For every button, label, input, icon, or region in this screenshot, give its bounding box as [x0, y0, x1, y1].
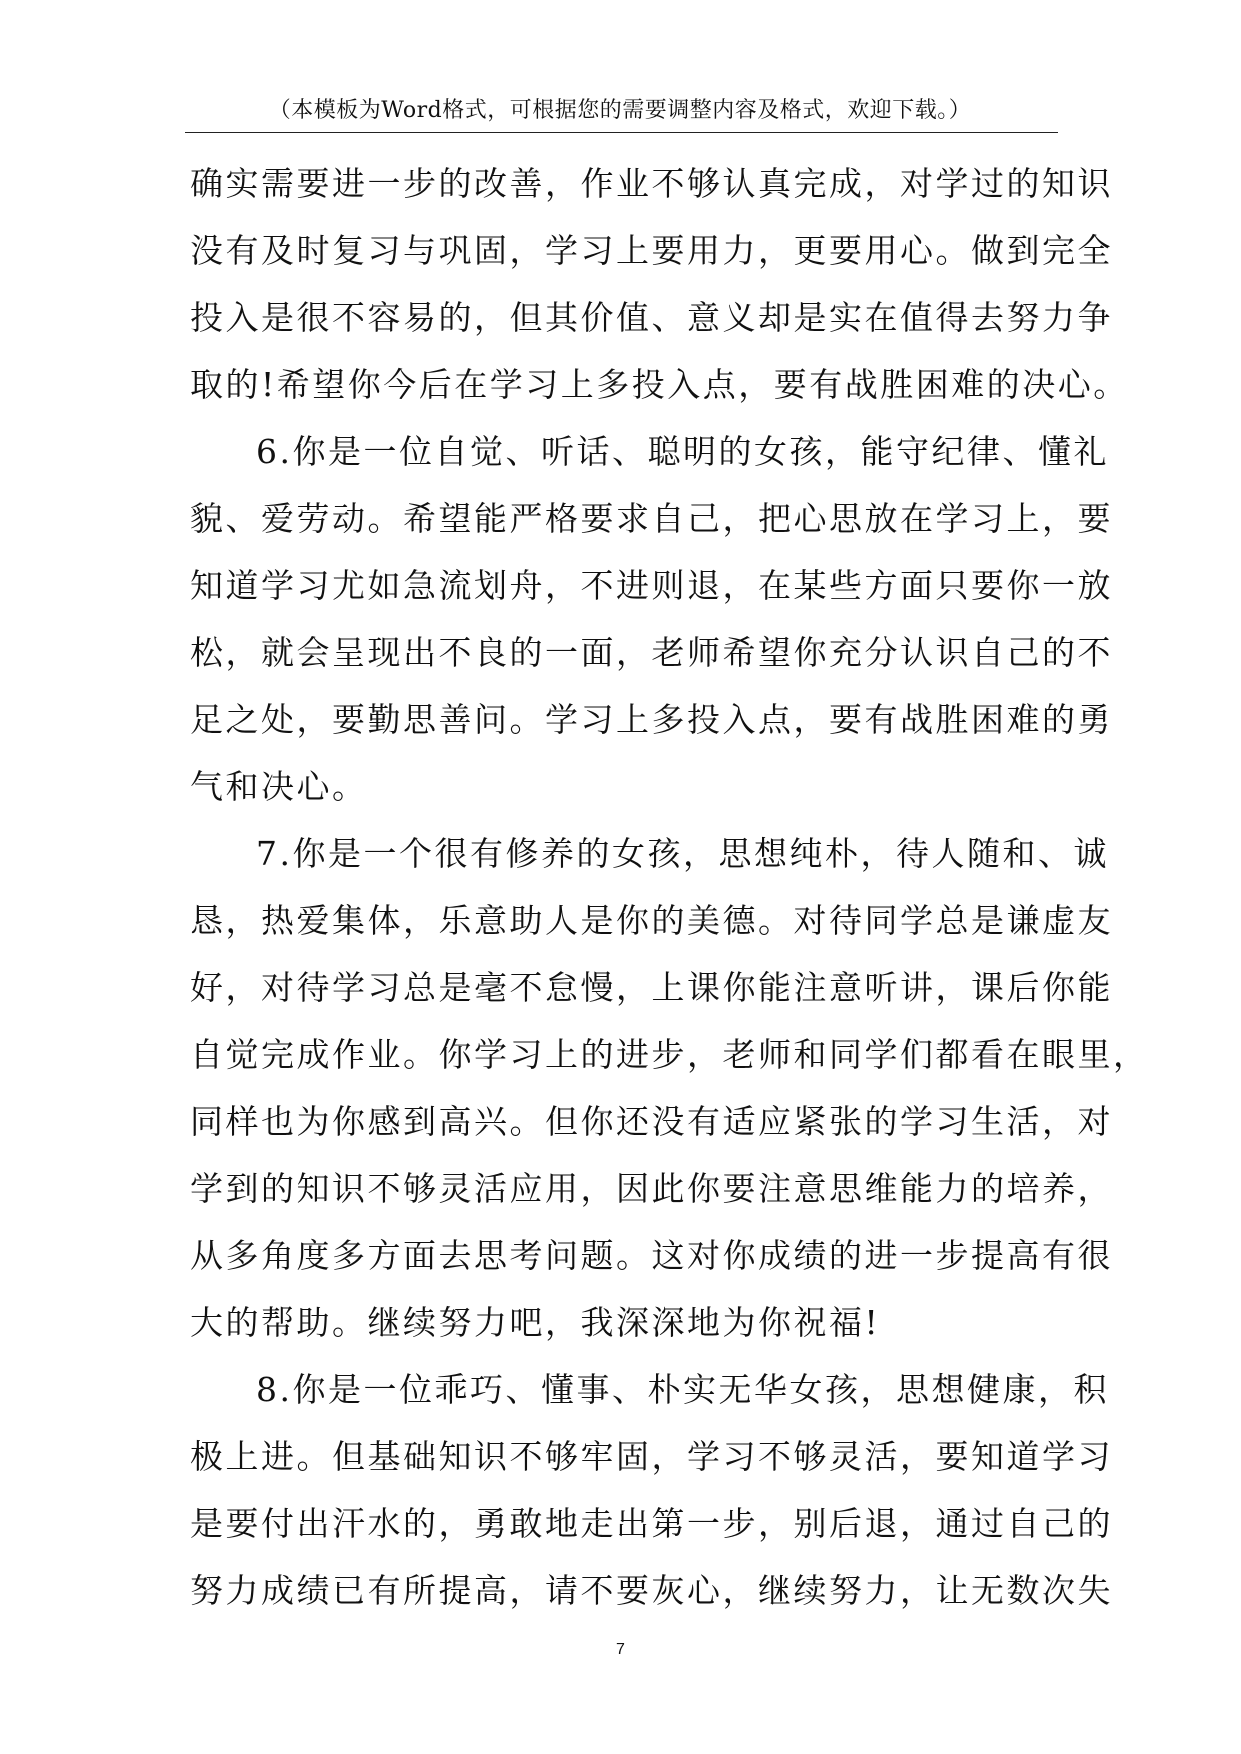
text-line: 大的帮助。继续努力吧，我深深地为你祝福! [190, 1303, 881, 1342]
text-line: 7.你是一个很有修养的女孩，思想纯朴，待人随和、诚 [256, 834, 1109, 873]
text-line: 貌、爱劳动。希望能严格要求自己，把心思放在学习上，要 [190, 499, 1113, 538]
text-line: 自觉完成作业。你学习上的进步，老师和同学们都看在眼里， [190, 1035, 1149, 1074]
header-divider [185, 132, 1058, 133]
text-line: 同样也为你感到高兴。但你还没有适应紧张的学习生活，对 [190, 1102, 1113, 1141]
page-number: 7 [616, 1641, 625, 1658]
text-line: 好，对待学习总是毫不怠慢，上课你能注意听讲，课后你能 [190, 968, 1113, 1007]
text-line: 气和决心。 [190, 767, 368, 806]
text-line: 恳，热爱集体，乐意助人是你的美德。对待同学总是谦虚友 [190, 901, 1113, 940]
text-line: 取的!希望你今后在学习上多投入点，要有战胜困难的决心。 [190, 365, 1129, 404]
text-line: 是要付出汗水的，勇敢地走出第一步，别后退，通过自己的 [190, 1504, 1113, 1543]
body-text [190, 150, 1149, 1624]
text-line: 8.你是一位乖巧、懂事、朴实无华女孩，思想健康，积 [256, 1370, 1109, 1409]
text-line: 从多角度多方面去思考问题。这对你成绩的进一步提高有很 [190, 1236, 1113, 1275]
text-line: 6.你是一位自觉、听话、聪明的女孩，能守纪律、懂礼 [256, 432, 1109, 471]
text-line: 投入是很不容易的，但其价值、意义却是实在值得去努力争 [190, 298, 1113, 337]
text-line: 学到的知识不够灵活应用，因此你要注意思维能力的培养， [190, 1169, 1113, 1208]
page-header: （本模板为Word格式，可根据您的需要调整内容及格式，欢迎下载。） [268, 98, 972, 123]
text-line: 足之处，要勤思善问。学习上多投入点，要有战胜困难的勇 [190, 700, 1113, 739]
text-line: 知道学习尤如急流划舟，不进则退，在某些方面只要你一放 [190, 566, 1113, 605]
text-line: 没有及时复习与巩固，学习上要用力，更要用心。做到完全 [190, 231, 1113, 270]
text-line: 松，就会呈现出不良的一面，老师希望你充分认识自己的不 [190, 633, 1113, 672]
text-line: 极上进。但基础知识不够牢固，学习不够灵活，要知道学习 [190, 1437, 1113, 1476]
text-line: 努力成绩已有所提高，请不要灰心，继续努力，让无数次失 [190, 1571, 1113, 1610]
text-line: 确实需要进一步的改善，作业不够认真完成，对学过的知识 [190, 164, 1113, 203]
